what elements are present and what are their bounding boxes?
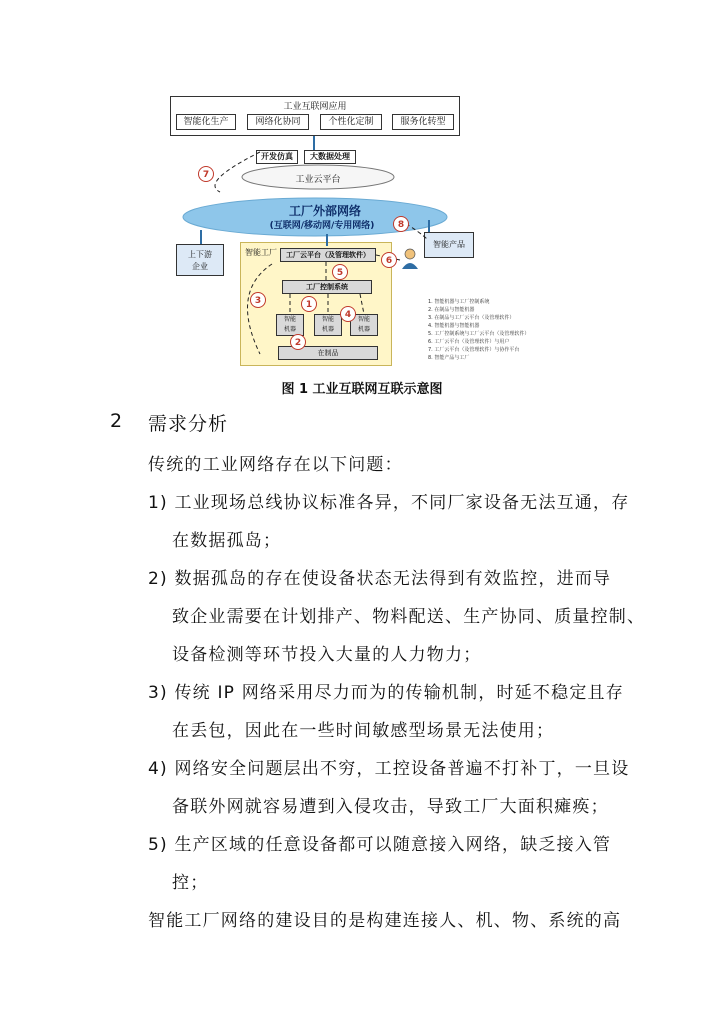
legend-item-8: 8. 智能产品与工厂 (428, 355, 470, 361)
smart-product-box: 智能产品 (424, 232, 474, 258)
legend-item-1: 1. 智能机器与工厂控制系统 (428, 299, 490, 305)
marker-8: 8 (393, 216, 409, 232)
item-1-line-2: 在数据孤岛； (172, 531, 282, 551)
app-smart-production: 智能化生产 (176, 114, 236, 130)
legend-item-6: 6. 工厂云平台（及管理软件）与用户 (428, 339, 510, 345)
machine-1: 智能 机器 (276, 314, 304, 336)
service-bigdata: 大数据处理 (304, 150, 356, 164)
item-1-line-1: 1) 工业现场总线协议标准各异，不同厂家设备无法互通，存 (148, 493, 630, 513)
figure-caption: 图 1 工业互联网互联示意图 (281, 382, 443, 397)
legend-item-3: 3. 在制品与工厂云平台（及管理软件） (428, 315, 515, 321)
smart-factory-label: 智能工厂 (245, 248, 277, 257)
closing-paragraph: 智能工厂网络的建设目的是构建连接人、机、物、系统的高 (148, 911, 622, 931)
marker-7: 7 (198, 166, 214, 182)
arrow-upstream (200, 230, 202, 244)
outer-network-title: 工厂外部网络 (288, 204, 361, 218)
section-title: 需求分析 (148, 413, 229, 435)
item-4-line-2: 备联外网就容易遭到入侵攻击，导致工厂大面积瘫痪； (172, 797, 609, 817)
arrow-product (428, 220, 430, 232)
marker-5: 5 (332, 264, 348, 280)
item-2-line-1: 2) 数据孤岛的存在使设备状态无法得到有效监控，进而导 (148, 569, 612, 589)
intro-paragraph: 传统的工业网络存在以下问题： (148, 455, 403, 475)
section-number: 2 (110, 410, 123, 432)
legend-item-4: 4. 智能机器与智能机器 (428, 323, 480, 329)
item-4-line-1: 4) 网络安全问题层出不穷，工控设备普遍不打补丁，一旦设 (148, 759, 630, 779)
outer-network-sub: (互联网/移动网/专用网络) (269, 221, 375, 231)
marker-3: 3 (250, 292, 266, 308)
cloud-platform-label: 工业云平台 (295, 175, 341, 185)
item-2-line-3: 设备检测等环节投入大量的人力物力； (172, 645, 482, 665)
marker-2: 2 (290, 334, 306, 350)
item-3-line-2: 在丢包，因此在一些时间敏感型场景无法使用； (172, 721, 555, 741)
service-simulation: 开发仿真 (256, 150, 298, 164)
legend-item-5: 5. 工厂控制系统与工厂云平台（及管理软件） (428, 331, 530, 337)
wip-box: 在制品 (278, 346, 378, 360)
item-5-line-1: 5) 生产区域的任意设备都可以随意接入网络，缺乏接入管 (148, 835, 612, 855)
marker-1: 1 (301, 296, 317, 312)
user-icon (400, 248, 420, 270)
machine-3: 智能 机器 (350, 314, 378, 336)
app-custom: 个性化定制 (320, 114, 382, 130)
factory-control-box: 工厂控制系统 (282, 280, 372, 294)
item-3-line-1: 3) 传统 IP 网络采用尽力而为的传输机制，时延不稳定且存 (148, 683, 624, 703)
app-layer-title: 工业互联网应用 (283, 102, 347, 112)
app-service: 服务化转型 (392, 114, 454, 130)
arrow-factory (326, 234, 328, 246)
item-2-line-2: 致企业需要在计划排产、物料配送、生产协同、质量控制、 (172, 607, 646, 627)
marker-6: 6 (381, 252, 397, 268)
legend-item-7: 7. 工厂云平台（及管理软件）与协作平台 (428, 347, 520, 353)
machine-2: 智能 机器 (314, 314, 342, 336)
marker-4: 4 (340, 306, 356, 322)
factory-cloud-box: 工厂云平台（及管理软件） (280, 248, 376, 262)
legend-item-2: 2. 在制品与智能机器 (428, 307, 475, 313)
item-5-line-2: 控； (172, 873, 209, 893)
upstream-box: 上下游 企业 (176, 244, 224, 276)
app-network-collab: 网络化协同 (247, 114, 309, 130)
